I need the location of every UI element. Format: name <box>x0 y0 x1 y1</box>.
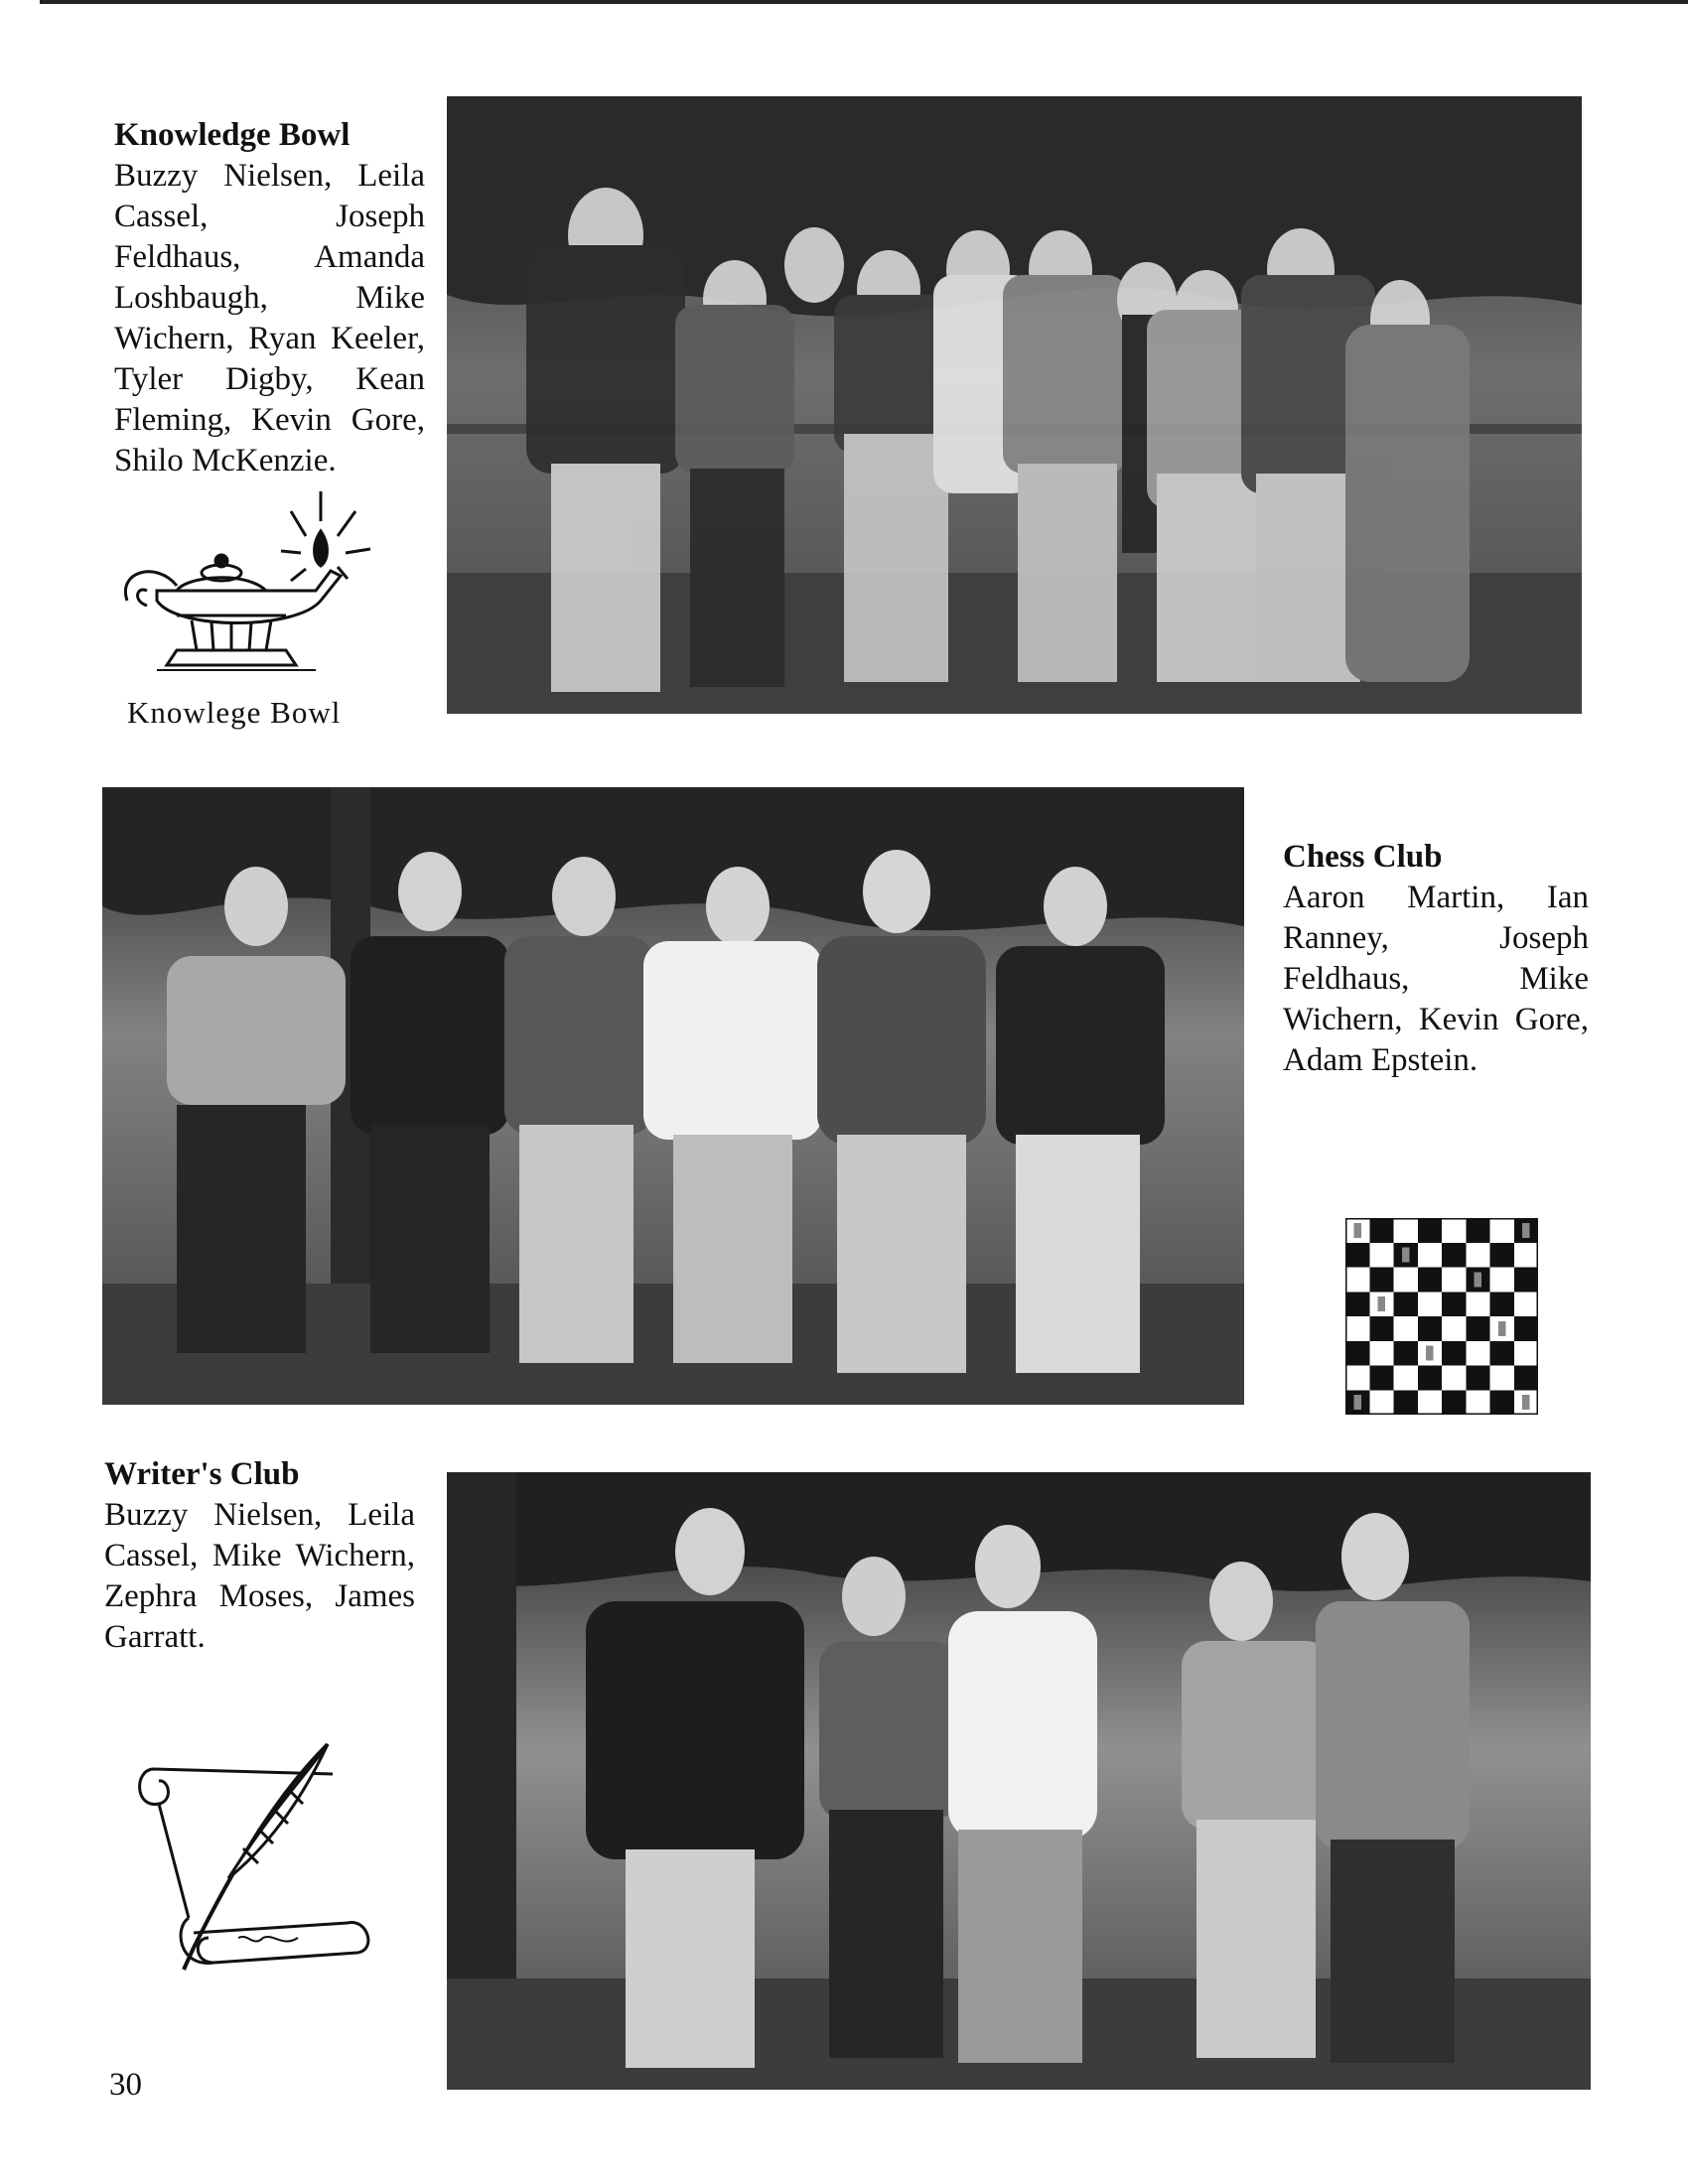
scroll-quill-icon <box>134 1739 372 1976</box>
top-rule <box>40 0 1688 4</box>
chess-club-title: Chess Club <box>1283 839 1443 875</box>
knowledge-bowl-group-photo <box>447 96 1582 714</box>
chessboard-icon <box>1345 1218 1538 1415</box>
scroll-label-script <box>238 1937 298 1942</box>
knowledge-bowl-title: Knowledge Bowl <box>114 117 351 153</box>
knowledge-bowl-members: Buzzy Nielsen, Leila Cassel, Joseph Feldhaus, Amanda Loshbaugh, Mike Wichern, Ryan Keeler, Tyler Digby, Kean Fleming, Kevin Gore, Shilo McKenzie. <box>114 158 425 478</box>
page-number: 30 <box>109 2067 142 2103</box>
writers-club-title: Writer's Club <box>104 1456 300 1492</box>
knowledge-bowl-caption <box>114 115 425 481</box>
chess-club-group-photo <box>102 787 1244 1405</box>
writers-club-caption <box>104 1454 415 1658</box>
chess-club-caption <box>1283 837 1589 1081</box>
oil-lamp-icon <box>117 491 375 690</box>
writers-club-group-photo <box>447 1472 1591 2090</box>
writers-club-members: Buzzy Nielsen, Leila Cassel, Mike Wichern, Zephra Moses, James Garratt. <box>104 1497 415 1655</box>
knowledge-bowl-art-label: Knowlege Bowl <box>127 695 342 730</box>
chess-club-members: Aaron Martin, Ian Ranney, Joseph Feldhaus, Mike Wichern, Kevin Gore, Adam Epstein. <box>1283 880 1589 1078</box>
